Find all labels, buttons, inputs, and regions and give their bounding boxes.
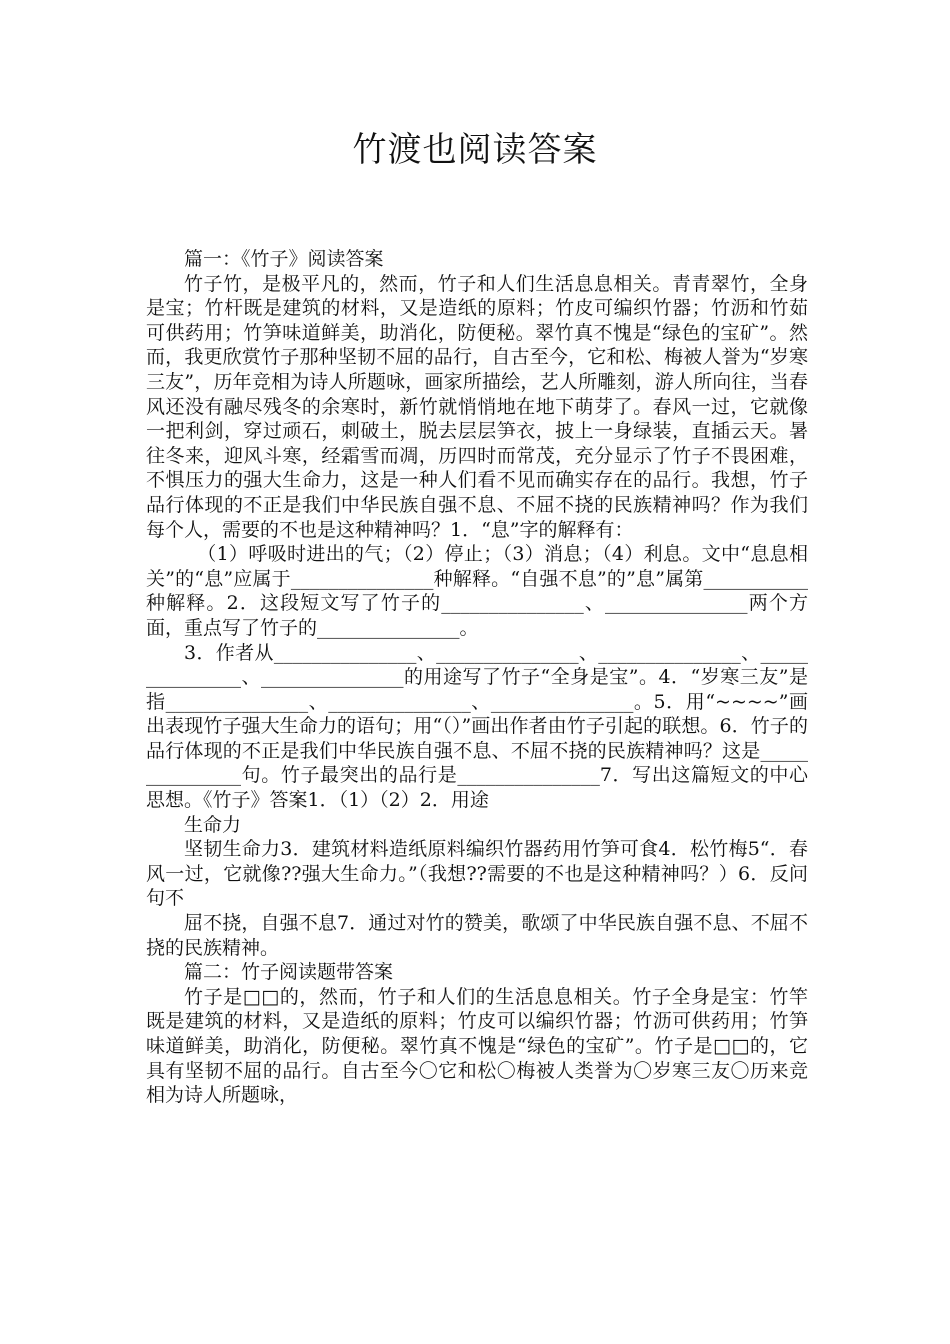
question-paragraph-1: （1）呼吸时进出的气；（2）停止；（3）消息；（4）利息。文中“息息相关”的“息”应属于_______________种解释。“自强不息”的”息”属第___________种解释。2．这段短文写了竹子的_______________、_______________两个方面，重点写了竹子的_______________。 bbox=[146, 543, 808, 639]
section-heading-1: 篇一：《竹子》阅读答案 bbox=[184, 248, 384, 270]
document-body bbox=[146, 247, 808, 1108]
document-title: 竹渡也阅读答案 bbox=[352, 130, 598, 170]
section-heading-2: 篇二：竹子阅读题带答案 bbox=[184, 961, 394, 984]
answer-paragraph-1: 坚韧生命力3．建筑材料造纸原料编织竹器药用竹笋可食4．松竹梅5“．春风一过，它就像??强大生命力。”（我想??需要的不也是这种精神吗？）6．反问句不 bbox=[146, 838, 808, 910]
answer-paragraph-2: 屈不挠，自强不息7．通过对竹的赞美，歌颂了中华民族自强不息、不屈不挠的民族精神。 bbox=[146, 912, 808, 959]
answer-fragment-1: 生命力 bbox=[184, 813, 242, 836]
passage-paragraph: 竹子竹，是极平凡的，然而，竹子和人们生活息息相关。青青翠竹，全身是宝；竹杆既是建筑的材料，又是造纸的原料；竹皮可编织竹器；竹沥和竹茹可供药用；竹笋味道鲜美，助消化，防便秘。翠竹真不愧是“绿色的宝矿”。然而，我更欣赏竹子那种坚韧不屈的品行，自古至今，它和松、梅被人誉为“岁寒三友”，历年竞相为诗人所题咏，画家所描绘，艺人所雕刻，游人所向往，当春风还没有融尽残冬的余寒时，新竹就悄悄地在地下萌芽了。春风一过，它就像一把利剑，穿过顽石，刺破土，脱去层层笋衣，披上一身绿装，直插云天。暑往冬来，迎风斗寒，经霜雪而凋，历四时而常茂，充分显示了竹子不畏困难，不惧压力的强大生命力，这是一种人们看不见而确实存在的品行。我想，竹子品行体现的不正是我们中华民族自强不息、不屈不挠的民族精神吗？作为我们每个人，需要的不也是这种精神吗？1．“息”字的解释有： bbox=[146, 272, 808, 541]
question-paragraph-2: 3．作者从_______________、_______________、_______________、_______________、_______________的用途写了竹子“全身是宝”。4．“岁寒三友”是指_______________、_______________、_______________。5．用“~~~~”画出表现竹子强大生命力的语句；用“（）”画出作者由竹子引起的联想。6．竹子的品行体现的不正是我们中华民族自强不息、不屈不挠的民族精神吗？这是_______________句。竹子最突出的品行是_______________7．写出这篇短文的中心思想。《竹子》答案1．（1）（2）2．用途 bbox=[146, 641, 808, 812]
passage-paragraph-2: 竹子是□□的，然而，竹子和人们的生活息息相关。竹子全身是宝：竹竿既是建筑的材料，又是造纸的原料；竹皮可以编织竹器；竹沥可供药用；竹笋味道鲜美，助消化，防便秘。翠竹真不愧是“绿色的宝矿”。竹子是□□的，它具有坚韧不屈的品行。自古至今〇它和松〇梅被人类誉为〇岁寒三友〇历来竞相为诗人所题咏， bbox=[146, 985, 808, 1107]
